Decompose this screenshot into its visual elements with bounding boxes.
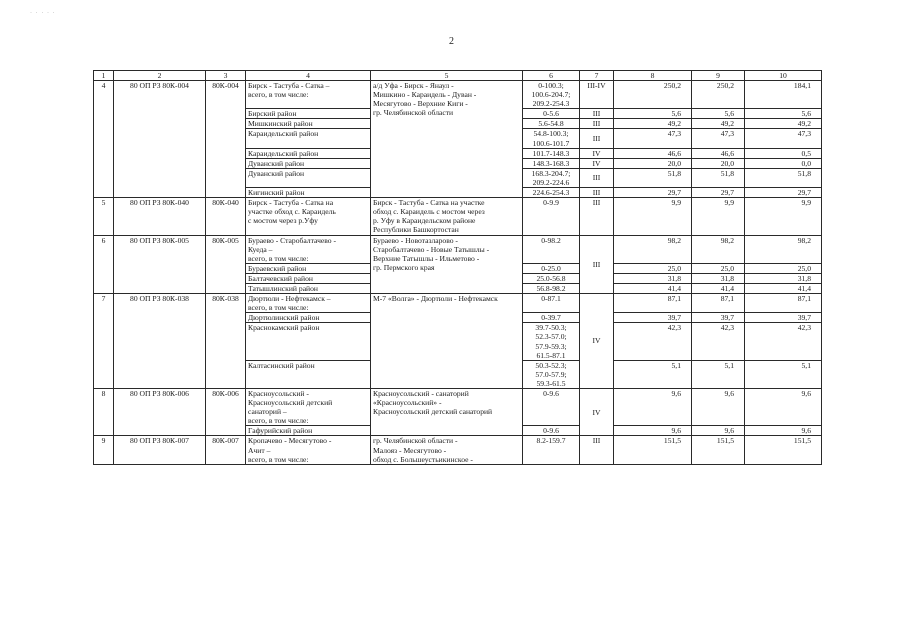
length-regional: 9,9 xyxy=(692,198,745,235)
length-total: 250,2 xyxy=(614,81,692,109)
text-line: Красноусольский - xyxy=(248,389,309,398)
column-number: 6 xyxy=(523,71,580,81)
length-regional: 250,2 xyxy=(692,81,745,109)
km-range xyxy=(523,119,580,129)
column-number: 9 xyxy=(692,71,745,81)
text-line: Красноусольский - санаторий xyxy=(373,389,469,398)
text-line: 224.6-254.3 xyxy=(532,188,570,198)
length-total: 42,3 xyxy=(614,323,692,360)
length-regional: 98,2 xyxy=(692,235,745,263)
length-total: 20,0 xyxy=(614,158,692,168)
text-line: а/д Уфа - Бирск - Янаул - xyxy=(373,81,454,90)
length-total: 31,8 xyxy=(614,273,692,283)
length-surfaced: 29,7 xyxy=(745,188,822,198)
route-description xyxy=(371,436,523,464)
length-regional: 151,5 xyxy=(692,436,745,464)
length-total: 41,4 xyxy=(614,283,692,293)
text-line: 0-39.7 xyxy=(541,313,561,323)
road-category: III xyxy=(580,198,614,235)
text-line: всего, в том числе: xyxy=(248,90,309,100)
district-name: Дюртюлинский район xyxy=(246,313,371,323)
road-row xyxy=(94,436,822,464)
column-number: 3 xyxy=(206,71,246,81)
text-line: Бирск - Тастуба - Сатка на участке xyxy=(373,198,485,208)
route-description xyxy=(371,198,523,235)
text-line: Дюртюли - Нефтекамск – xyxy=(248,294,331,304)
length-regional: 20,0 xyxy=(692,158,745,168)
length-total: 49,2 xyxy=(614,119,692,129)
text-line: с мостом через р.Уфу xyxy=(248,216,318,226)
text-line: Малояз - Месягутово - xyxy=(373,445,447,455)
road-row xyxy=(94,389,822,426)
km-range xyxy=(523,273,580,283)
route-description xyxy=(371,81,523,198)
text-line: обход с. Караидель с мостом через xyxy=(373,207,485,217)
text-line: гр. Челябинской области xyxy=(373,108,454,118)
km-range xyxy=(523,235,580,263)
km-range xyxy=(523,263,580,273)
row-number: 9 xyxy=(94,436,114,464)
length-regional: 87,1 xyxy=(692,294,745,313)
registration-number: 80 ОП РЗ 80К-038 xyxy=(114,294,206,389)
length-regional: 42,3 xyxy=(692,323,745,360)
row-number: 8 xyxy=(94,389,114,436)
length-surfaced: 0,0 xyxy=(745,158,822,168)
length-surfaced: 25,0 xyxy=(745,263,822,273)
length-total: 25,0 xyxy=(614,263,692,273)
km-range xyxy=(523,313,580,323)
road-row xyxy=(94,294,822,313)
length-regional: 5,6 xyxy=(692,109,745,119)
road-row xyxy=(94,235,822,263)
text-line: Бирск - Тастуба - Сатка – xyxy=(248,81,330,90)
length-total: 51,8 xyxy=(614,168,692,187)
registration-number: 80 ОП РЗ 80К-007 xyxy=(114,436,206,464)
district-name: Кигинский район xyxy=(246,188,371,198)
text-line: 0-9.6 xyxy=(543,426,559,436)
text-line: 100.6-101.7 xyxy=(532,138,570,148)
km-range xyxy=(523,148,580,158)
length-total: 98,2 xyxy=(614,235,692,263)
district-name: Калтасинский район xyxy=(246,360,371,388)
length-surfaced: 87,1 xyxy=(745,294,822,313)
text-line: 168.3-204.7; xyxy=(531,168,571,178)
length-total: 29,7 xyxy=(614,188,692,198)
road-code: 80К-038 xyxy=(206,294,246,389)
length-surfaced: 151,5 xyxy=(745,436,822,464)
text-line: Кропачево - Месягутово - xyxy=(248,436,332,446)
text-line: гр. Челябинской области - xyxy=(373,436,458,446)
column-number: 7 xyxy=(580,71,614,81)
length-regional: 41,4 xyxy=(692,283,745,293)
length-surfaced: 39,7 xyxy=(745,313,822,323)
length-regional: 9,6 xyxy=(692,426,745,436)
text-line: М-7 «Волга» - Дюртюли - Нефтекамск xyxy=(373,294,498,304)
text-line: Республики Башкортостан xyxy=(373,225,459,235)
length-surfaced: 5,1 xyxy=(745,360,822,388)
text-line: 54.8-100.3; xyxy=(533,129,569,139)
text-line: всего, в том числе: xyxy=(248,416,309,426)
text-line: 56.8-98.2 xyxy=(536,283,566,293)
column-number: 8 xyxy=(614,71,692,81)
length-surfaced: 47,3 xyxy=(745,129,822,148)
length-surfaced: 0,5 xyxy=(745,148,822,158)
text-line: 50.3-52.3; xyxy=(535,360,567,370)
page-number: 2 xyxy=(449,36,454,47)
district-name: Караидельский район xyxy=(246,148,371,158)
road-category: IV xyxy=(580,294,614,389)
road-category: III xyxy=(580,235,614,294)
column-number: 5 xyxy=(371,71,523,81)
text-line: 0-100.3; xyxy=(538,81,564,90)
text-line: 0-9.6 xyxy=(543,389,559,398)
text-line: 209.2-224.6 xyxy=(532,177,570,187)
road-code: 80К-040 xyxy=(206,198,246,235)
row-number: 6 xyxy=(94,235,114,294)
text-line: Бирск - Тастуба - Сатка на xyxy=(248,198,334,208)
text-line: 0-98.2 xyxy=(541,235,561,245)
road-code: 80К-007 xyxy=(206,436,246,464)
length-total: 151,5 xyxy=(614,436,692,464)
text-line: р. Уфу в Караидельском районе xyxy=(373,216,476,226)
length-total: 9,6 xyxy=(614,426,692,436)
length-surfaced: 41,4 xyxy=(745,283,822,293)
text-line: всего, в том числе: xyxy=(248,303,309,313)
length-surfaced: 9,9 xyxy=(745,198,822,235)
text-line: 101.7-148.3 xyxy=(532,148,570,158)
district-name: Бураевский район xyxy=(246,263,371,273)
road-category: IV xyxy=(580,148,614,158)
row-number: 5 xyxy=(94,198,114,235)
text-line: всего, в том числе: xyxy=(248,454,309,464)
text-line: 5.6-54.8 xyxy=(538,119,564,129)
road-name xyxy=(246,198,371,235)
text-line: 148.3-168.3 xyxy=(532,158,570,168)
text-line: 100.6-204.7; xyxy=(531,90,571,100)
road-name xyxy=(246,389,371,426)
length-total: 9,9 xyxy=(614,198,692,235)
district-name: Балтачевский район xyxy=(246,273,371,283)
road-name xyxy=(246,436,371,464)
road-category: III xyxy=(580,129,614,148)
road-name xyxy=(246,81,371,109)
text-line: Красноусольский детский санаторий xyxy=(373,407,493,417)
row-number: 4 xyxy=(94,81,114,198)
road-registry-table xyxy=(93,70,822,465)
district-name: Дуванский район xyxy=(246,168,371,187)
length-surfaced: 49,2 xyxy=(745,119,822,129)
registration-number: 80 ОП РЗ 80К-040 xyxy=(114,198,206,235)
length-surfaced: 42,3 xyxy=(745,323,822,360)
length-total: 47,3 xyxy=(614,129,692,148)
column-number: 1 xyxy=(94,71,114,81)
length-surfaced: 9,6 xyxy=(745,389,822,426)
road-category: III xyxy=(580,109,614,119)
km-range xyxy=(523,426,580,436)
length-surfaced: 31,8 xyxy=(745,273,822,283)
text-line: 0-87.1 xyxy=(541,294,561,304)
length-total: 87,1 xyxy=(614,294,692,313)
km-range xyxy=(523,389,580,426)
text-line: обход с. Большеустьикинское - xyxy=(373,454,473,464)
text-line: 8.2-159.7 xyxy=(536,436,566,446)
road-name xyxy=(246,294,371,313)
text-line: 52.3-57.0; xyxy=(535,332,567,342)
text-line: «Красноусольский» - xyxy=(373,398,442,408)
length-regional: 25,0 xyxy=(692,263,745,273)
column-number-row xyxy=(94,71,822,81)
text-line: 25.0-56.8 xyxy=(536,273,566,283)
length-regional: 46,6 xyxy=(692,148,745,158)
length-regional: 51,8 xyxy=(692,168,745,187)
route-description xyxy=(371,389,523,436)
km-range xyxy=(523,294,580,313)
length-surfaced: 184,1 xyxy=(745,81,822,109)
road-category: III-IV xyxy=(580,81,614,109)
road-category: IV xyxy=(580,158,614,168)
km-range xyxy=(523,198,580,235)
length-regional: 31,8 xyxy=(692,273,745,283)
km-range xyxy=(523,283,580,293)
route-description xyxy=(371,235,523,294)
road-row xyxy=(94,81,822,109)
length-total: 39,7 xyxy=(614,313,692,323)
district-name: Краснокамский район xyxy=(246,323,371,360)
text-line: 0-25.0 xyxy=(541,263,561,273)
length-regional: 39,7 xyxy=(692,313,745,323)
column-number: 4 xyxy=(246,71,371,81)
length-regional: 9,6 xyxy=(692,389,745,426)
length-regional: 47,3 xyxy=(692,129,745,148)
road-category: III xyxy=(580,119,614,129)
road-name xyxy=(246,235,371,263)
text-line: 59.3-61.5 xyxy=(536,378,566,388)
text-line: Верхние Татышлы - Ильметово - xyxy=(373,253,480,263)
column-number: 2 xyxy=(114,71,206,81)
text-line: Бураево - Новотазларово - xyxy=(373,235,458,245)
text-line: Бураево - Старобалтачево - xyxy=(248,235,337,245)
text-line: 0-5.6 xyxy=(543,109,559,119)
length-total: 46,6 xyxy=(614,148,692,158)
km-range xyxy=(523,109,580,119)
text-line: 61.5-87.1 xyxy=(536,350,566,360)
text-line: Мишкино - Караидель - Дуван - xyxy=(373,90,477,100)
km-range xyxy=(523,436,580,464)
route-description xyxy=(371,294,523,389)
district-name: Татышлинский район xyxy=(246,283,371,293)
length-regional: 5,1 xyxy=(692,360,745,388)
road-row xyxy=(94,198,822,235)
km-range xyxy=(523,81,580,109)
length-regional: 29,7 xyxy=(692,188,745,198)
length-total: 9,6 xyxy=(614,389,692,426)
road-code: 80К-005 xyxy=(206,235,246,294)
length-surfaced: 98,2 xyxy=(745,235,822,263)
km-range xyxy=(523,188,580,198)
text-line: 209.2-254.3 xyxy=(532,99,570,109)
text-line: Красноусольский детский xyxy=(248,398,333,408)
district-name: Караидельский район xyxy=(246,129,371,148)
district-name: Гафурийский район xyxy=(246,426,371,436)
km-range xyxy=(523,168,580,187)
length-total: 5,1 xyxy=(614,360,692,388)
text-line: всего, в том числе: xyxy=(248,253,309,263)
road-category: IV xyxy=(580,389,614,436)
km-range xyxy=(523,129,580,148)
km-range xyxy=(523,158,580,168)
text-line: Старобалтачево - Новые Татышлы - xyxy=(373,244,490,254)
text-line: 57.9-59.3; xyxy=(535,341,567,351)
length-regional: 49,2 xyxy=(692,119,745,129)
text-line: Месягутово - Верхние Киги - xyxy=(373,99,468,109)
text-line: гр. Пермского края xyxy=(373,262,435,272)
district-name: Бирский район xyxy=(246,109,371,119)
length-surfaced: 51,8 xyxy=(745,168,822,187)
text-line: Ачит – xyxy=(248,445,271,455)
text-line: санаторий – xyxy=(248,407,287,417)
text-line: участке обход с. Караидель xyxy=(248,207,336,217)
length-surfaced: 9,6 xyxy=(745,426,822,436)
scan-mark: · · · · · xyxy=(30,10,56,16)
road-code: 80К-004 xyxy=(206,81,246,198)
road-code: 80К-006 xyxy=(206,389,246,436)
text-line: 0-9.9 xyxy=(543,198,559,208)
registration-number: 80 ОП РЗ 80К-004 xyxy=(114,81,206,198)
row-number: 7 xyxy=(94,294,114,389)
registration-number: 80 ОП РЗ 80К-006 xyxy=(114,389,206,436)
text-line: Куеда – xyxy=(248,244,273,254)
length-surfaced: 5,6 xyxy=(745,109,822,119)
road-category: III xyxy=(580,168,614,187)
length-total: 5,6 xyxy=(614,109,692,119)
km-range xyxy=(523,360,580,388)
district-name: Мишкинский район xyxy=(246,119,371,129)
text-line: 57.0-57.9; xyxy=(535,369,567,379)
text-line: 39.7-50.3; xyxy=(535,323,567,333)
km-range xyxy=(523,323,580,360)
registration-number: 80 ОП РЗ 80К-005 xyxy=(114,235,206,294)
column-number: 10 xyxy=(745,71,822,81)
district-name: Дуванский район xyxy=(246,158,371,168)
road-category: III xyxy=(580,436,614,464)
road-category: III xyxy=(580,188,614,198)
